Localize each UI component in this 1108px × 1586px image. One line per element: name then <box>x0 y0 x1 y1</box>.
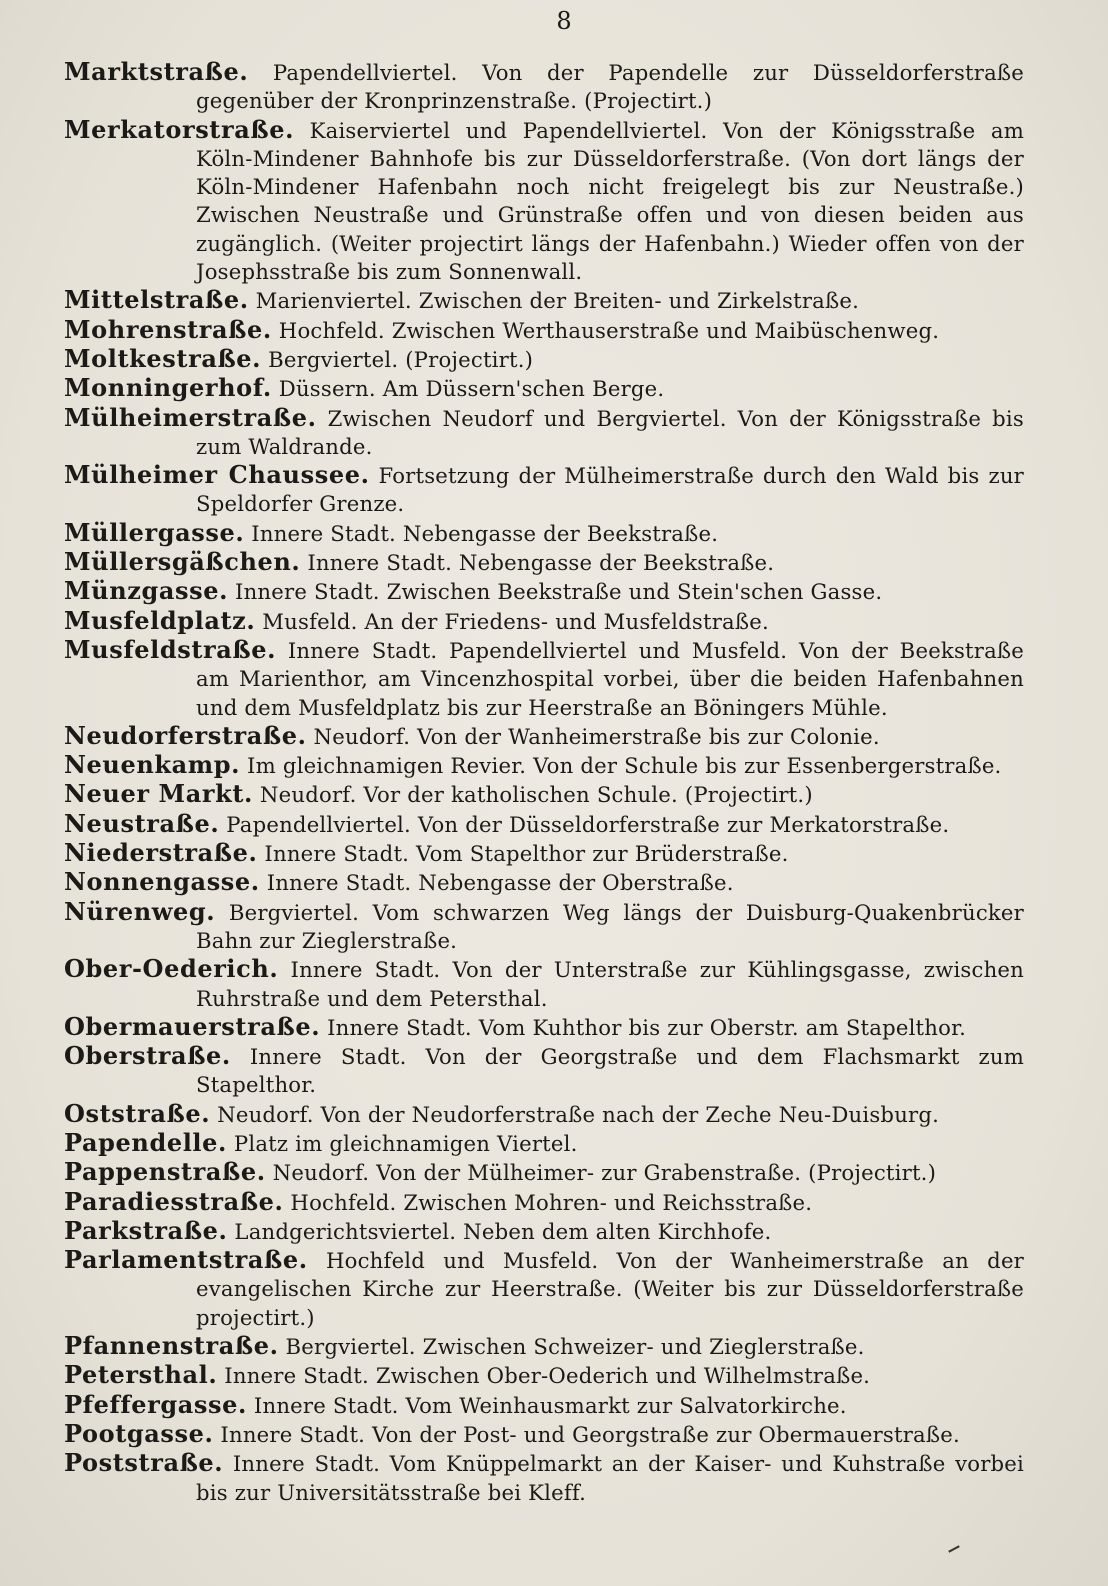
street-description: Innere Stadt. Vom Kuhthor bis zur Oberstr. am Stapelthor. <box>327 1014 967 1040</box>
street-name: Marktstraße. <box>64 57 249 86</box>
directory-entry <box>64 1361 1024 1390</box>
directory-entry <box>64 1420 1024 1449</box>
street-name: Oberstraße. <box>64 1041 231 1071</box>
street-name: Mittelstraße. <box>64 285 249 315</box>
street-description: Innere Stadt. Von der Unterstraße zur Kühlingsgasse, zwischen Ruhrstraße und dem Petersthal. <box>196 957 1025 1011</box>
directory-entry <box>64 374 1024 403</box>
street-description: Innere Stadt. Vom Stapelthor zur Brüderstraße. <box>264 841 789 867</box>
street-name: Nonnengasse. <box>64 867 260 897</box>
street-description: Innere Stadt. Nebengasse der Oberstraße. <box>266 870 734 896</box>
street-description: Innere Stadt. Papendellviertel und Musfeld. Von der Beekstraße am Marienthor, am Vincenzhospital vorbei, über die beiden Hafenbahnen und dem Musfeldplatz bis zur Heerstraße an Böningers Mühle. <box>196 637 1025 720</box>
directory-entry <box>64 116 1024 287</box>
street-description: Platz im gleichnamigen Viertel. <box>233 1130 578 1156</box>
street-name: Neudorferstraße. <box>64 720 307 750</box>
street-name: Moltkestraße. <box>64 343 262 373</box>
directory-entry <box>64 1013 1024 1042</box>
street-name: Parlamentstraße. <box>64 1245 308 1275</box>
directory-entry <box>64 1129 1024 1158</box>
street-description: Innere Stadt. Zwischen Ober-Oederich und Wilhelmstraße. <box>224 1363 871 1389</box>
directory-entry <box>64 345 1024 374</box>
street-description: Neudorf. Von der Wanheimerstraße bis zur Colonie. <box>313 723 880 749</box>
street-description: Marienviertel. Zwischen der Breiten- und Zirkelstraße. <box>255 288 860 314</box>
street-description: Zwischen Neudorf und Bergviertel. Von der Königsstraße bis zum Waldrande. <box>196 405 1024 459</box>
street-description: Hochfeld und Musfeld. Von der Wanheimerstraße an der evangelischen Kirche zur Heerstraße. (Weiter bis zur Düsseldorferstraße projectirt.) <box>196 1248 1025 1330</box>
directory-entry <box>64 839 1024 868</box>
directory-entry <box>64 1158 1024 1187</box>
street-name: Neuenkamp. <box>64 750 241 780</box>
directory-entry <box>64 1246 1024 1332</box>
directory-entry <box>64 1188 1024 1217</box>
directory-entry <box>64 316 1024 345</box>
street-name: Merkatorstraße. <box>64 114 295 144</box>
street-description: Innere Stadt. Nebengasse der Beekstraße. <box>307 550 775 576</box>
directory-entry <box>64 868 1024 897</box>
street-name: Obermauerstraße. <box>64 1011 321 1041</box>
directory-entry <box>64 286 1024 315</box>
street-description: Papendellviertel. Von der Düsseldorferstraße zur Merkatorstraße. <box>226 811 950 837</box>
street-description: Im gleichnamigen Revier. Von der Schule bis zur Essenbergerstraße. <box>247 753 1002 779</box>
directory-entry <box>64 780 1024 809</box>
page-number: 8 <box>556 7 572 35</box>
street-description: Fortsetzung der Mülheimerstraße durch den Wald bis zur Speldorfer Grenze. <box>196 463 1024 517</box>
street-description: Düssern. Am Düssern'schen Berge. <box>278 376 665 402</box>
directory-entry <box>64 577 1024 606</box>
street-description: Neudorf. Vor der katholischen Schule. (Projectirt.) <box>259 782 813 808</box>
street-name: Pootgasse. <box>64 1418 214 1448</box>
street-description: Innere Stadt. Von der Georgstraße und dem Flachsmarkt zum Stapelthor. <box>196 1044 1025 1098</box>
street-name: Neuer Markt. <box>64 779 253 809</box>
street-description: Landgerichtsviertel. Neben dem alten Kirchhofe. <box>234 1218 772 1244</box>
directory-entry <box>64 1100 1024 1129</box>
street-name: Nürenweg. <box>64 896 216 926</box>
street-description: Bergviertel. Zwischen Schweizer- und Zieglerstraße. <box>285 1334 865 1360</box>
directory-entry <box>64 519 1024 548</box>
pen-mark <box>948 1545 960 1552</box>
directory-entry <box>64 636 1024 722</box>
street-description: Papendellviertel. Von der Papendelle zur Düsseldorferstraße gegenüber der Kronprinzenstraße. (Projectirt.) <box>196 60 1024 114</box>
directory-entry <box>64 1042 1024 1100</box>
street-name: Mülheimer Chaussee. <box>64 460 370 490</box>
street-name: Mohrenstraße. <box>64 314 272 344</box>
street-name: Mülheimerstraße. <box>64 402 317 432</box>
street-description: Innere Stadt. Nebengasse der Beekstraße. <box>251 520 719 546</box>
street-name: Poststraße. <box>64 1448 224 1478</box>
street-description: Innere Stadt. Vom Knüppelmarkt an der Kaiser- und Kuhstraße vorbei bis zur Universitätsstraße bei Kleff. <box>196 1451 1024 1505</box>
street-name: Neustraße. <box>64 808 220 838</box>
street-description: Innere Stadt. Zwischen Beekstraße und Stein'schen Gasse. <box>235 579 883 605</box>
directory-entry <box>64 722 1024 751</box>
street-description: Innere Stadt. Vom Weinhausmarkt zur Salvatorkirche. <box>253 1392 847 1418</box>
directory-entry <box>64 58 1024 116</box>
street-description: Hochfeld. Zwischen Werthauserstraße und Maibüschenweg. <box>278 317 940 343</box>
street-name: Musfeldstraße. <box>64 634 277 664</box>
directory-entry <box>64 548 1024 577</box>
directory-entry <box>64 404 1024 462</box>
directory-entry <box>64 810 1024 839</box>
street-description: Kaiserviertel und Papendellviertel. Von der Königsstraße am Köln-Mindener Bahnhofe bis zur Düsseldorferstraße. (Von dort längs der Köln-Mindener Hafenbahn noch nicht freigelegt bis zur Neustraße.) Zwischen Neustraße und Grünstraße offen und von diesen beiden aus zugänglich. (Weiter projectirt längs der Hafenbahn.) Wieder offen von der Josephsstraße bis zum Sonnenwall. <box>196 117 1024 285</box>
directory-entry <box>64 461 1024 519</box>
street-description: Musfeld. An der Friedens- und Musfeldstraße. <box>262 608 769 634</box>
street-directory <box>64 58 1024 1507</box>
street-description: Bergviertel. (Projectirt.) <box>268 346 534 372</box>
street-name: Pappenstraße. <box>64 1157 266 1187</box>
street-name: Münzgasse. <box>64 576 229 606</box>
directory-entry <box>64 751 1024 780</box>
directory-entry <box>64 607 1024 636</box>
street-name: Niederstraße. <box>64 838 258 868</box>
directory-entry <box>64 898 1024 956</box>
street-name: Parkstraße. <box>64 1215 228 1245</box>
street-name: Paradiesstraße. <box>64 1186 284 1216</box>
street-name: Monningerhof. <box>64 373 272 403</box>
street-description: Hochfeld. Zwischen Mohren- und Reichsstraße. <box>290 1189 813 1215</box>
directory-entry <box>64 1217 1024 1246</box>
street-description: Bergviertel. Vom schwarzen Weg längs der Duisburg-Quakenbrücker Bahn zur Zieglerstraße. <box>196 899 1024 953</box>
directory-entry <box>64 1332 1024 1361</box>
directory-entry <box>64 1391 1024 1420</box>
street-name: Oststraße. <box>64 1098 211 1128</box>
directory-entry <box>64 1449 1024 1507</box>
street-description: Innere Stadt. Von der Post- und Georgstraße zur Obermauerstraße. <box>220 1421 960 1447</box>
street-name: Müllergasse. <box>64 517 245 547</box>
street-name: Ober-Oederich. <box>64 954 279 984</box>
street-name: Petersthal. <box>64 1360 218 1390</box>
street-description: Neudorf. Von der Neudorferstraße nach der Zeche Neu-Duisburg. <box>217 1101 940 1127</box>
street-name: Müllersgäßchen. <box>64 547 301 577</box>
street-name: Pfannenstraße. <box>64 1331 279 1361</box>
directory-entry <box>64 955 1024 1013</box>
street-description: Neudorf. Von der Mülheimer- zur Grabenstraße. (Projectirt.) <box>272 1160 937 1186</box>
street-name: Musfeldplatz. <box>64 605 256 635</box>
street-name: Papendelle. <box>64 1127 227 1157</box>
street-name: Pfeffergasse. <box>64 1389 247 1419</box>
